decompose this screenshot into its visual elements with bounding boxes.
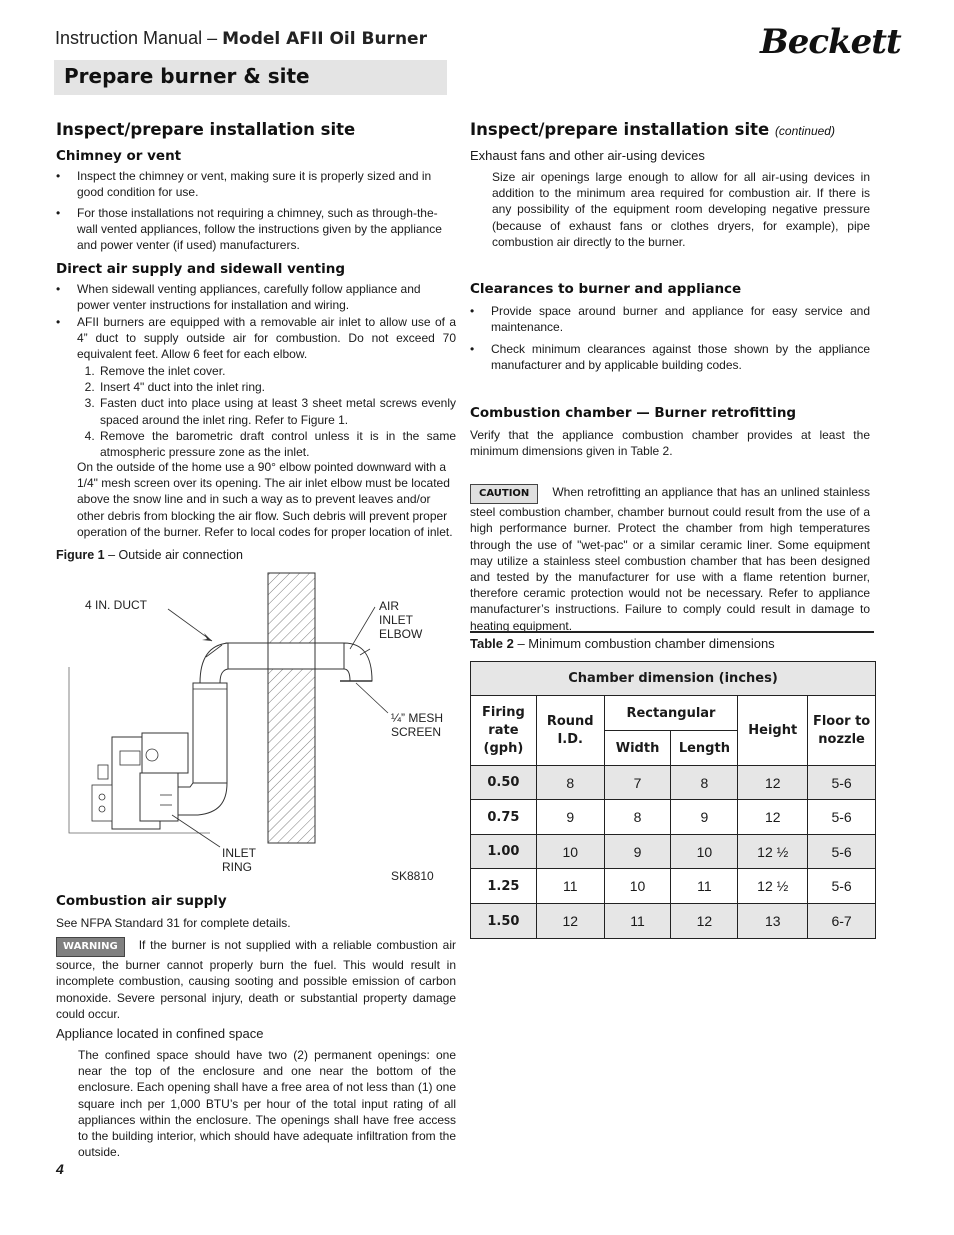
oil-burner bbox=[92, 733, 188, 829]
direct-air-note: On the outside of the home use a 90° elbow pointed downward with a 1/4" mesh screen over its opening. The air inlet elbow must be located above the snow line and in such a way as to prevent leaves and/or other debris from blocking the air flow. Such debris will prevent proper operation of the burner. Refer to local codes for proper location of inlet. bbox=[77, 460, 453, 539]
label-inlet-ring-2: RING bbox=[222, 860, 252, 874]
install-step: 4. Remove the barometric draft control unless it is in the same atmospheric pressure zone as the inlet. bbox=[98, 428, 456, 460]
vertical-duct bbox=[193, 683, 227, 783]
label-mesh: ¼” MESH bbox=[391, 711, 444, 725]
beckett-logo: Beckett bbox=[760, 22, 901, 62]
label-elbow: ELBOW bbox=[379, 627, 423, 641]
horizontal-duct bbox=[226, 643, 344, 669]
caution-tag: CAUTION bbox=[470, 484, 538, 504]
chimney-title: Chimney or vent bbox=[56, 148, 182, 164]
table-caption: Table 2 – Minimum combustion chamber dimensions bbox=[470, 636, 775, 651]
clearances-title: Clearances to burner and appliance bbox=[470, 281, 742, 297]
header-width: Width bbox=[604, 731, 671, 766]
caution-text: When retrofitting an appliance that has an unlined stainless steel combustion chamber, chamber burnout could result from the use of a high performance burner. Protect the chamber from high temperatures through the use of "wet-pac" or a similar ceramic liner. Some equipment may utilize a stainless steel combustion chamber that has been designed and tested by the manufacturer for use with a flame retention burner, therefore ceramic protection would not be necessary. Refer to appliance manufacturer’s instructions. Failure to comply could result in damage to heating equipment. bbox=[470, 485, 870, 633]
confined-space-text: The confined space should have two (2) permanent openings: one near the top of the enclosure and one near the bottom of the enclosure. Each opening shall have a free area of not less than (1) one square inch per 1,000 BTU’s per hour of the total input rating of all appliances within the enclosure. The openings shall have free access to the building interior, which should have adequate infiltration from the outside. bbox=[78, 1048, 456, 1160]
chamber-dimensions-table bbox=[470, 661, 876, 939]
combustion-air-title: Combustion air supply bbox=[56, 893, 227, 909]
caution-block bbox=[470, 484, 870, 634]
label-inlet: INLET bbox=[379, 613, 414, 627]
label-air: AIR bbox=[379, 599, 400, 613]
install-step: 3. Fasten duct into place using at least 3 sheet metal screws evenly spaced around the inlet ring. Refer to Figure 1. bbox=[98, 395, 456, 427]
clearances-bullet-1: • Provide space around burner and appliance for easy service and maintenance. bbox=[470, 304, 870, 335]
exhaust-title: Exhaust fans and other air-using devices bbox=[470, 148, 705, 163]
header-height: Height bbox=[738, 696, 808, 766]
exhaust-text: Size air openings large enough to allow for all air-using devices in addition to the minimum area required for combustion air. If there is any possibility of the equipment room developing negative pressure (because of exhaust fans or clothes dryers, for example), pipe combustion air directly to the burner. bbox=[492, 170, 870, 249]
air-inlet-elbow bbox=[344, 643, 372, 681]
chamber-text: Verify that the appliance combustion chamber provides at least the minimum dimensions given in Table 2. bbox=[470, 428, 870, 459]
clearances-bullet-2: • Check minimum clearances against those shown by the appliance manufacturer and by applicable building codes. bbox=[470, 342, 870, 373]
table-row: 0.50 8 7 8 12 5-6 bbox=[471, 766, 876, 800]
outside-air-connection-figure bbox=[60, 565, 460, 890]
right-heading: Inspect/prepare installation site (continued) bbox=[470, 120, 835, 139]
chimney-bullet-2: • For those installations not requiring a chimney, such as through-the-wall vented appliances, follow the instructions given by the appliance and power venter (if used) manufacturers. bbox=[56, 206, 442, 253]
direct-air-bullet-2: • AFII burners are equipped with a removable air inlet to allow use of a 4” duct to supply outside air for combustion. Do not exceed 70 equivalent feet. Allow 6 feet for each elbow. bbox=[56, 315, 456, 362]
section-banner bbox=[54, 60, 447, 95]
install-step: 1. Remove the inlet cover. bbox=[98, 363, 456, 379]
figure-caption: Figure 1 – Outside air connection bbox=[56, 548, 243, 562]
table-divider bbox=[470, 631, 874, 633]
install-steps bbox=[56, 363, 456, 460]
label-screen: SCREEN bbox=[391, 725, 442, 739]
header-firing-rate: Firing rate (gph) bbox=[471, 696, 537, 766]
label-duct: 4 IN. DUCT bbox=[85, 598, 148, 612]
table-row: 1.25 11 10 11 12 ½ 5-6 bbox=[471, 869, 876, 904]
chimney-bullet-1: • Inspect the chimney or vent, making sure it is properly sized and in good condition for use. bbox=[56, 169, 432, 200]
warning-block bbox=[56, 937, 456, 1022]
header-round-id: Round I.D. bbox=[536, 696, 604, 766]
confined-space-title: Appliance located in confined space bbox=[56, 1026, 264, 1041]
direct-air-title: Direct air supply and sidewall venting bbox=[56, 261, 346, 277]
header-length: Length bbox=[671, 731, 738, 766]
warning-text: If the burner is not supplied with a reliable combustion air source, the burner cannot properly burn the fuel. This would result in incomplete combustion, causing sooting and possible emission of carbon monoxide. Severe personal injury, death or substantial property damage could occur. bbox=[56, 938, 456, 1021]
lower-elbow bbox=[172, 783, 227, 815]
table-row: 0.75 9 8 9 12 5-6 bbox=[471, 800, 876, 835]
document-title: Instruction Manual – Model AFII Oil Burner bbox=[55, 28, 427, 49]
nfpa-reference: See NFPA Standard 31 for complete details. bbox=[56, 916, 291, 930]
label-inlet-ring-1: INLET bbox=[222, 846, 257, 860]
warning-tag: WARNING bbox=[56, 937, 125, 957]
section-banner-title: Prepare burner & site bbox=[64, 64, 310, 88]
install-step: 2. Insert 4" duct into the inlet ring. bbox=[98, 379, 456, 395]
table-row: 1.50 12 11 12 13 6-7 bbox=[471, 904, 876, 939]
table-row: 1.00 10 9 10 12 ½ 5-6 bbox=[471, 835, 876, 869]
page-number: 4 bbox=[56, 1161, 64, 1177]
chamber-title: Combustion chamber — Burner retrofitting bbox=[470, 405, 797, 421]
group-header: Chamber dimension (inches) bbox=[471, 662, 876, 696]
inside-elbow bbox=[200, 643, 228, 683]
left-heading: Inspect/prepare installation site bbox=[56, 120, 356, 139]
header-floor-to-nozzle: Floor to nozzle bbox=[808, 696, 876, 766]
figure-code: SK8810 bbox=[391, 869, 434, 883]
wall-section bbox=[268, 573, 315, 843]
direct-air-bullet-1: • When sidewall venting appliances, carefully follow appliance and power venter instructions for installation and wiring. bbox=[56, 282, 421, 313]
header-rectangular: Rectangular bbox=[604, 696, 738, 731]
